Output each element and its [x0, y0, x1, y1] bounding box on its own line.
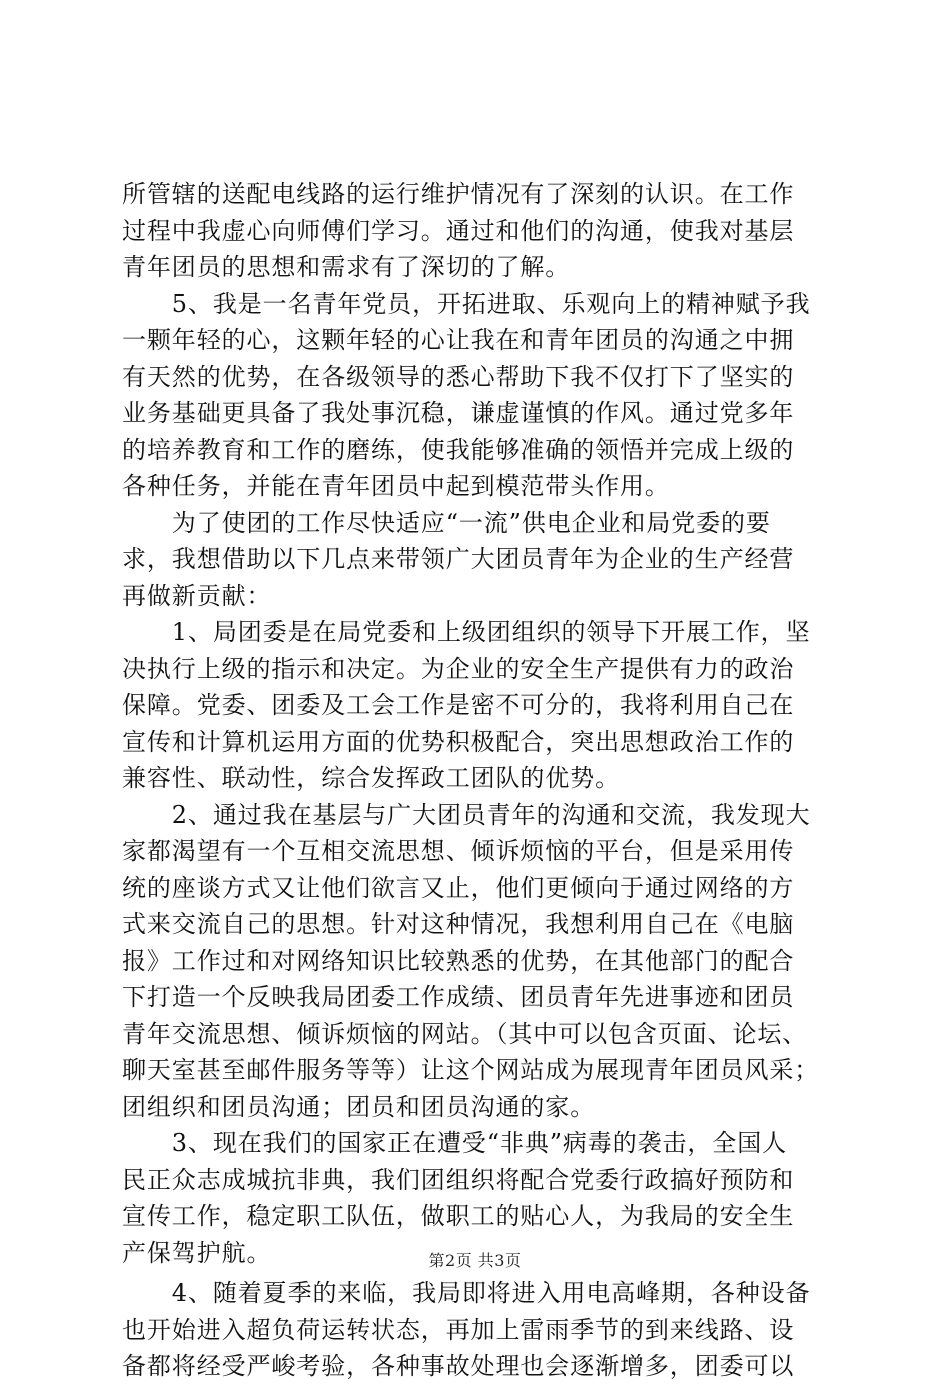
text-line: 保障。党委、团委及工会工作是密不可分的，我将利用自己在: [122, 691, 795, 719]
text-line: 过程中我虚心向师傅们学习。通过和他们的沟通，使我对基层: [122, 216, 795, 245]
text-line: 所管辖的送配电线路的运行维护情况有了深刻的认识。在工作: [122, 180, 795, 208]
paragraph-point-4: [122, 1275, 832, 1385]
text-line: 5、我是一名青年党员，开拓进取、乐观向上的精神赋予我: [122, 289, 811, 318]
text-line: 民正众志成城抗非典，我们团组织将配合党委行政搞好预防和: [122, 1165, 795, 1194]
text-line: 求，我想借助以下几点来带领广大团员青年为企业的生产经营: [122, 545, 795, 573]
text-line: 聊天室甚至邮件服务等等）让这个网站成为展现青年团员风采；: [122, 1056, 820, 1084]
paragraph-point-2: [122, 797, 832, 1126]
text-line: 也开始进入超负荷运转状态，再加上雷雨季节的到来线路、设: [122, 1315, 795, 1344]
paragraph-intro: [122, 505, 832, 615]
page-footer: [0, 1248, 950, 1271]
text-line: 备都将经受严峻考验，各种事故处理也会逐渐增多，团委可以: [122, 1352, 795, 1380]
text-line: 产保驾护航。: [122, 1238, 272, 1267]
text-line: 3、现在我们的国家正在遭受“非典”病毒的袭击，全国人: [122, 1129, 788, 1157]
text-line: 统的座谈方式又让他们欲言又止，他们更倾向于通过网络的方: [122, 873, 795, 902]
document-body: [122, 176, 832, 1385]
text-line: 1、局团委是在局党委和上级团组织的领导下开展工作，坚: [122, 618, 811, 646]
text-line: 4、随着夏季的来临，我局即将进入用电高峰期，各种设备: [122, 1279, 811, 1307]
text-line: 式来交流自己的思想。针对这种情况，我想利用自己在《电脑: [122, 910, 795, 938]
paragraph-point-1: [122, 614, 832, 797]
page-number-label: 第2页 共3页: [428, 1251, 522, 1270]
text-line: 青年团员的思想和需求有了深切的了解。: [122, 253, 571, 281]
text-line: 一颗年轻的心，这颗年轻的心让我在和青年团员的沟通之中拥: [122, 326, 795, 354]
text-line: 为了使团的工作尽快适应“一流”供电企业和局党委的要: [122, 508, 771, 537]
text-line: 下打造一个反映我局团委工作成绩、团员青年先进事迹和团员: [122, 983, 795, 1011]
text-line: 兼容性、联动性，综合发挥政工团队的优势。: [122, 764, 620, 792]
text-line: 再做新贡献：: [122, 581, 272, 610]
text-line: 2、通过我在基层与广大团员青年的沟通和交流，我发现大: [122, 800, 811, 829]
text-line: 报》工作过和对网络知识比较熟悉的优势，在其他部门的配合: [122, 946, 795, 975]
text-line: 各种任务，并能在青年团员中起到模范带头作用。: [122, 472, 670, 500]
text-line: 团组织和团员沟通；团员和团员沟通的家。: [122, 1092, 596, 1121]
text-line: 宣传和计算机运用方面的优势积极配合，突出思想政治工作的: [122, 727, 795, 756]
paragraph-continuation: [122, 176, 832, 286]
text-line: 宣传工作，稳定职工队伍，做职工的贴心人，为我局的安全生: [122, 1202, 795, 1230]
text-line: 决执行上级的指示和决定。为企业的安全生产提供有力的政治: [122, 654, 795, 683]
text-line: 的培养教育和工作的磨练，使我能够准确的领悟并完成上级的: [122, 435, 795, 464]
text-line: 青年交流思想、倾诉烦恼的网站。（其中可以包含页面、论坛、: [122, 1019, 808, 1048]
text-line: 有天然的优势，在各级领导的悉心帮助下我不仅打下了坚实的: [122, 362, 795, 391]
text-line: 业务基础更具备了我处事沉稳，谦虚谨慎的作风。通过党多年: [122, 399, 795, 427]
paragraph-item-5: [122, 286, 832, 505]
text-line: 家都渴望有一个互相交流思想、倾诉烦恼的平台，但是采用传: [122, 837, 795, 865]
